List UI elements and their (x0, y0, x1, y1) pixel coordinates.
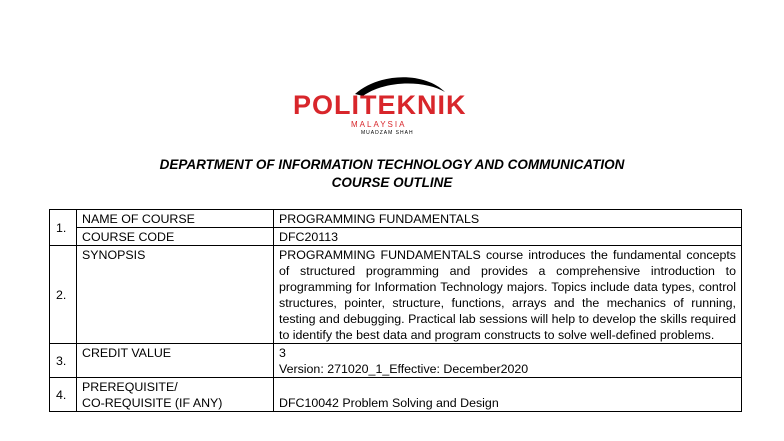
label-line: PREREQUISITE/ (82, 380, 178, 394)
row-number: 1. (50, 210, 77, 246)
row-value: PROGRAMMING FUNDAMENTALS (274, 210, 742, 228)
row-label: NAME OF COURSE (77, 210, 274, 228)
row-number: 3. (50, 344, 77, 378)
version-note: Version: 271020_1_Effective: December2020 (279, 362, 529, 376)
row-number: 2. (50, 246, 77, 344)
synopsis-text: PROGRAMMING FUNDAMENTALS course introduces the fundamental concepts of structured programming and provides a comprehensive introduction to programming for Information Technology majors. Topics include data types, control structures, pointer, structure, functions, arrays and the mechanics of running, testing and debugging. Practical lab sessions will help to develop the skills required to identify the best data and program constructs to solve well-defined problems. (274, 246, 742, 344)
row-value: DFC10042 Problem Solving and Design (274, 378, 742, 412)
table-row (50, 344, 742, 378)
course-outline-table (49, 209, 742, 412)
table-row (50, 246, 742, 344)
document-title: COURSE OUTLINE (331, 175, 453, 190)
row-label: CREDIT VALUE (77, 344, 274, 378)
table-row (50, 210, 742, 228)
row-label (77, 378, 274, 412)
row-value: DFC20113 (274, 228, 742, 246)
row-label: SYNOPSIS (77, 246, 274, 344)
row-value (274, 344, 742, 378)
logo-wordmark: POLITEKNIK (293, 90, 467, 120)
credit-value: 3 (279, 346, 286, 360)
table-row (50, 228, 742, 246)
logo-campus: MUADZAM SHAH (361, 130, 414, 136)
label-line: CO-REQUISITE (IF ANY) (82, 396, 223, 410)
table-row (50, 378, 742, 412)
row-label: COURSE CODE (77, 228, 274, 246)
politeknik-logo (285, 70, 500, 136)
department-heading: DEPARTMENT OF INFORMATION TECHNOLOGY AND COMMUNICATION (159, 157, 625, 172)
logo-country: MALAYSIA (351, 120, 407, 129)
row-number: 4. (50, 378, 77, 412)
